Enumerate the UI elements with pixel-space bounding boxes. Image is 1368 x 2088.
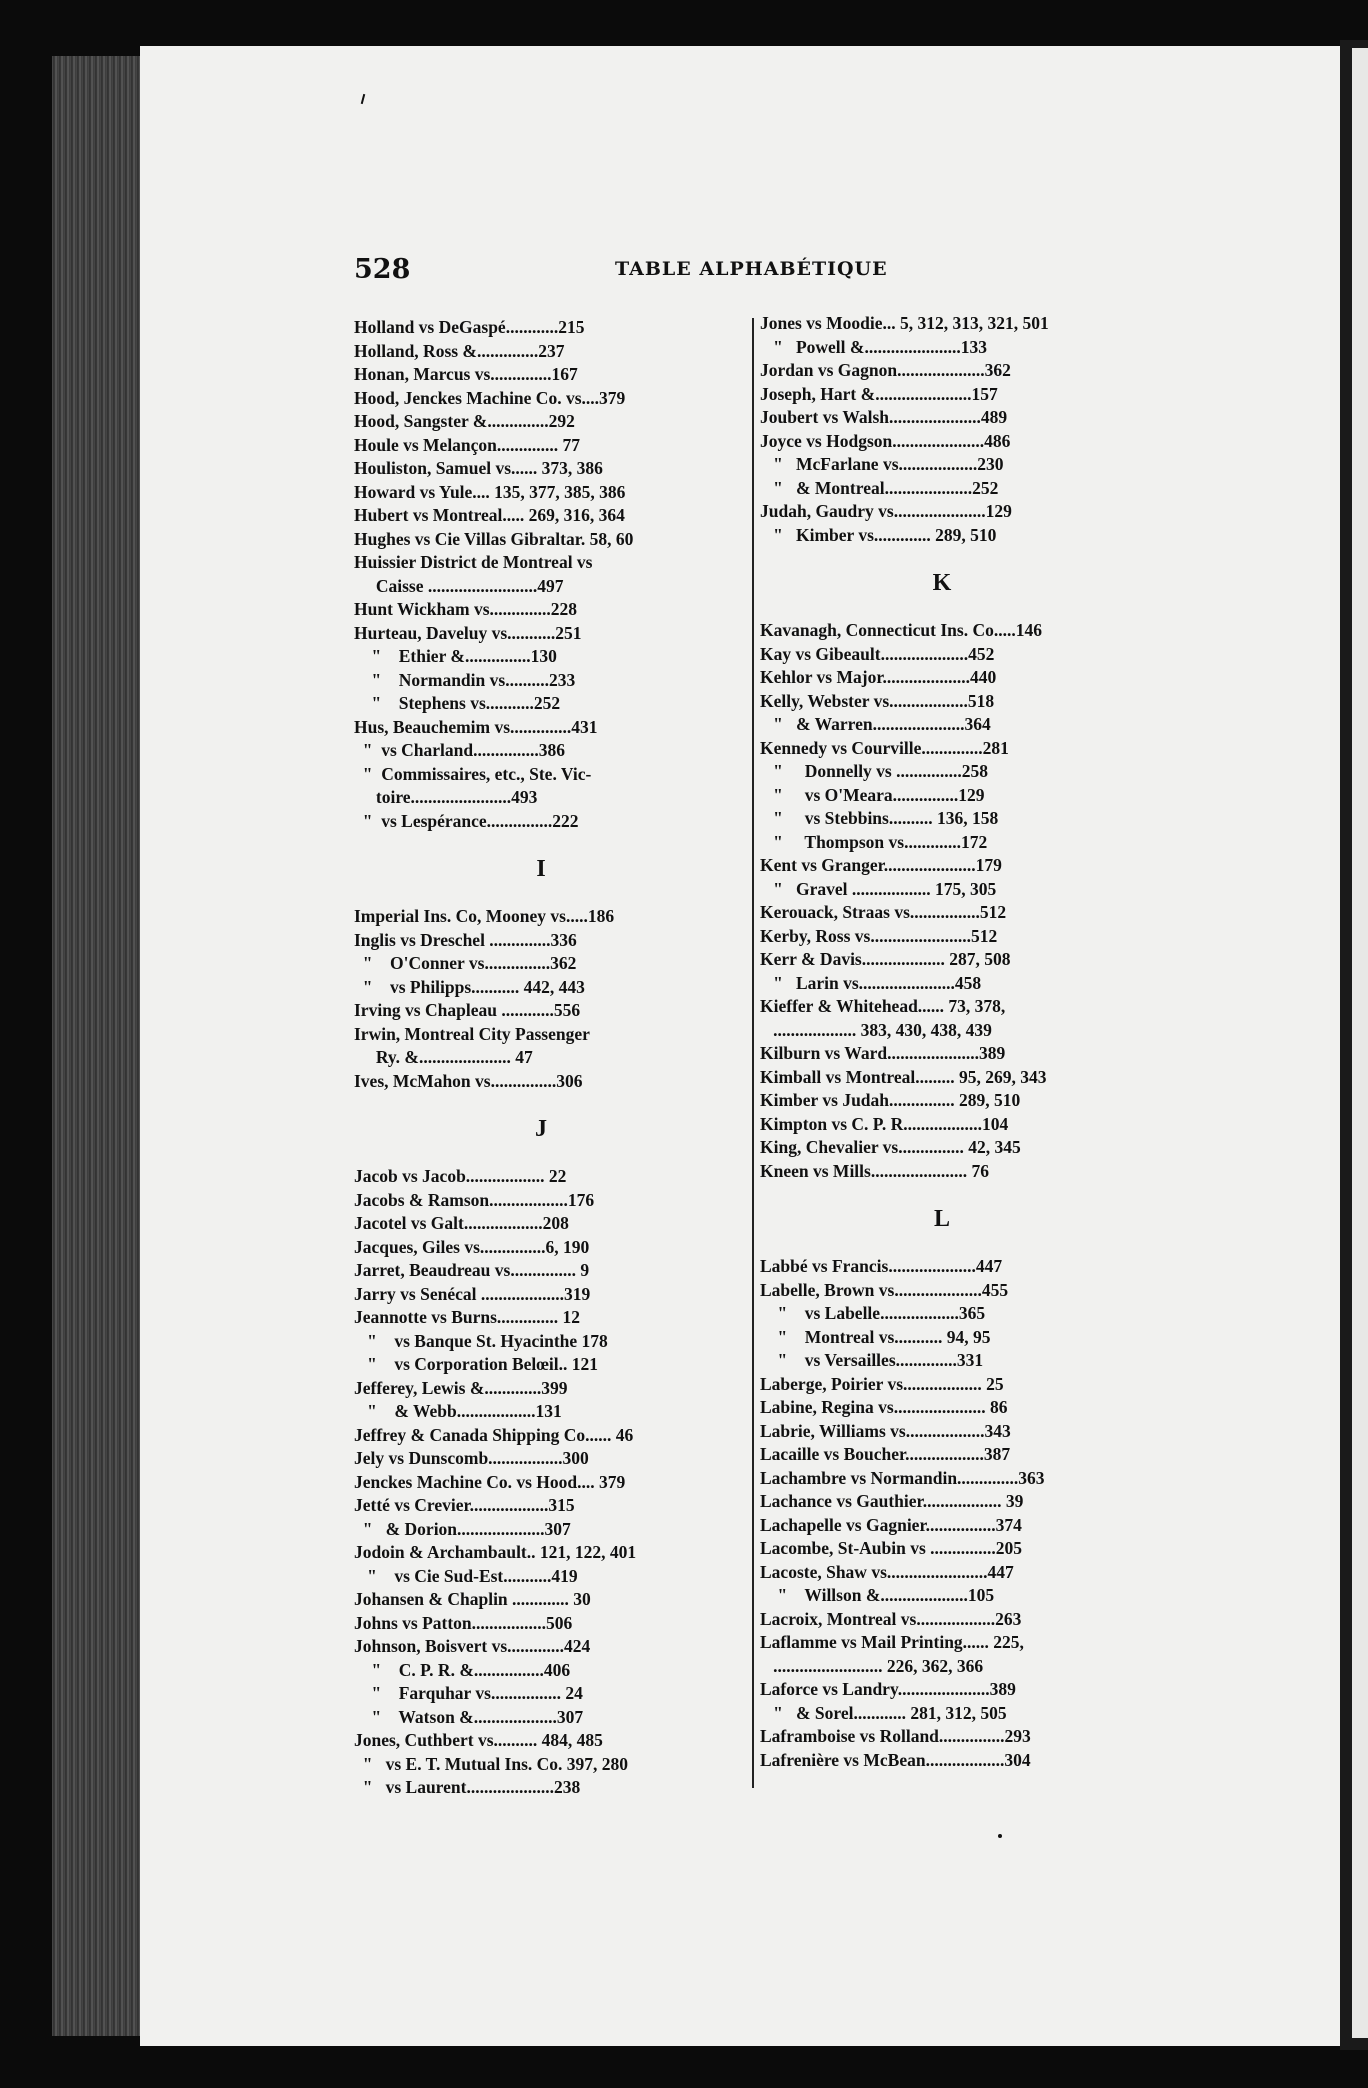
index-entry: " vs O'Meara...............129 xyxy=(760,784,985,805)
index-entry: toire.......................493 xyxy=(354,787,538,807)
index-entry: " McFarlane vs..................230 xyxy=(760,454,1004,474)
index-entry: Jetté vs Crevier..................315 xyxy=(354,1495,575,1515)
index-entry: Jacob vs Jacob.................. 22 xyxy=(354,1166,567,1186)
index-entry: ......................... 226, 362, 366 xyxy=(760,1655,984,1676)
index-block-l xyxy=(760,1255,1124,1772)
index-entry: Hood, Jenckes Machine Co. vs....379 xyxy=(354,387,626,408)
index-entry: Lachambre vs Normandin..............363 xyxy=(760,1467,1045,1488)
index-entry: Kent vs Granger.....................179 xyxy=(760,855,1002,875)
index-entry: " Montreal vs........... 94, 95 xyxy=(760,1326,991,1347)
section-heading-k: K xyxy=(932,570,952,596)
index-entry: Kay vs Gibeault....................452 xyxy=(760,643,995,664)
index-block-h xyxy=(354,316,728,833)
index-entry: Jeannotte vs Burns.............. 12 xyxy=(354,1307,581,1327)
index-entry: Lafrenière vs McBean..................304 xyxy=(760,1749,1031,1770)
index-entry: " Larin vs......................458 xyxy=(760,972,982,993)
index-entry: Jones vs Moodie... 5, 312, 313, 321, 501 xyxy=(760,313,1049,333)
index-entry: " vs Versailles..............331 xyxy=(760,1350,984,1370)
index-entry: King, Chevalier vs............... 42, 345 xyxy=(760,1137,1021,1157)
index-entry: Jeffrey & Canada Shipping Co...... 46 xyxy=(354,1424,634,1445)
index-entry: Imperial Ins. Co, Mooney vs.....186 xyxy=(354,906,615,926)
index-entry: " vs E. T. Mutual Ins. Co. 397, 280 xyxy=(354,1753,629,1774)
index-entry: " vs Lespérance...............222 xyxy=(354,810,579,831)
index-entry: Kimber vs Judah............... 289, 510 xyxy=(760,1090,1021,1110)
index-entry: Jacotel vs Galt..................208 xyxy=(354,1213,569,1233)
index-entry: " O'Conner vs...............362 xyxy=(354,953,577,973)
index-entry: Irwin, Montreal City Passenger xyxy=(354,1023,590,1044)
column-divider xyxy=(752,318,754,1788)
index-entry: Johansen & Chaplin ............. 30 xyxy=(354,1589,591,1609)
index-entry: " Watson &...................307 xyxy=(354,1706,584,1727)
index-entry: " Stephens vs...........252 xyxy=(354,693,561,713)
index-entry: Jely vs Dunscomb.................300 xyxy=(354,1448,589,1468)
index-entry: Laframboise vs Rolland...............293 xyxy=(760,1726,1031,1746)
index-entry: Kehlor vs Major....................440 xyxy=(760,667,997,687)
index-entry: Kerouack, Straas vs................512 xyxy=(760,902,1007,922)
index-entry: Irving vs Chapleau ............556 xyxy=(354,1000,581,1020)
index-entry: Kennedy vs Courville..............281 xyxy=(760,737,1009,758)
index-entry: " vs Charland...............386 xyxy=(354,740,565,760)
index-entry: " & Webb..................131 xyxy=(354,1401,562,1421)
index-entry: Houle vs Melançon.............. 77 xyxy=(354,434,581,455)
index-entry: " Donnelly vs ...............258 xyxy=(760,761,988,781)
index-entry: Lachapelle vs Gagnier................374 xyxy=(760,1514,1022,1535)
index-entry: Kneen vs Mills...................... 76 xyxy=(760,1160,989,1181)
running-title: TABLE ALPHABÉTIQUE xyxy=(615,258,888,280)
index-entry: Kavanagh, Connecticut Ins. Co.....146 xyxy=(760,620,1042,640)
index-entry: Hurteau, Daveluy vs...........251 xyxy=(354,622,582,643)
index-entry: Kerby, Ross vs.......................512 xyxy=(760,925,998,946)
index-entry: Jordan vs Gagnon....................362 xyxy=(760,360,1011,380)
index-entry: Jefferey, Lewis &.............399 xyxy=(354,1377,568,1398)
index-entry: " Commissaires, etc., Ste. Vic- xyxy=(354,763,592,784)
index-entry: " Powell &......................133 xyxy=(760,336,987,357)
index-entry: Caisse .........................497 xyxy=(354,575,564,596)
index-entry: Laflamme vs Mail Printing...... 225, xyxy=(760,1632,1024,1652)
index-entry: " vs Cie Sud-Est...........419 xyxy=(354,1565,578,1586)
index-entry: " C. P. R. &................406 xyxy=(354,1659,571,1680)
index-entry: Jarret, Beaudreau vs............... 9 xyxy=(354,1260,590,1280)
index-entry: Lacombe, St-Aubin vs ...............205 xyxy=(760,1538,1023,1558)
index-entry: Lacaille vs Boucher..................387 xyxy=(760,1444,1011,1464)
index-entry: " vs Stebbins.......... 136, 158 xyxy=(760,808,999,828)
index-entry: Inglis vs Dreschel ..............336 xyxy=(354,929,577,950)
index-block-k xyxy=(760,619,1124,1183)
index-entry: " & Dorion....................307 xyxy=(354,1518,571,1539)
index-block-jo xyxy=(760,312,1124,547)
index-entry: Jodoin & Archambault.. 121, 122, 401 xyxy=(354,1542,637,1562)
book-page-edges xyxy=(52,56,148,2036)
index-entry: " & Montreal....................252 xyxy=(760,477,999,498)
index-entry: Laberge, Poirier vs.................. 25 xyxy=(760,1373,1004,1394)
index-entry: Lachance vs Gauthier.................. 39 xyxy=(760,1491,1024,1511)
index-entry: " Willson &....................105 xyxy=(760,1585,995,1605)
index-entry: Jones, Cuthbert vs.......... 484, 485 xyxy=(354,1730,603,1750)
book-page xyxy=(140,46,1340,2046)
index-entry: " vs Laurent....................238 xyxy=(354,1777,581,1797)
section-heading-i: I xyxy=(536,856,546,882)
index-entry: Holland, Ross &..............237 xyxy=(354,340,565,361)
index-entry: Honan, Marcus vs..............167 xyxy=(354,364,578,384)
index-entry: " vs Philipps........... 442, 443 xyxy=(354,976,585,997)
index-entry: " & Sorel............ 281, 312, 505 xyxy=(760,1702,1007,1723)
index-entry: Jacobs & Ramson..................176 xyxy=(354,1189,595,1210)
index-entry: ................... 383, 430, 438, 439 xyxy=(760,1019,992,1040)
index-entry: Joyce vs Hodgson.....................486 xyxy=(760,430,1011,451)
index-entry: Johnson, Boisvert vs.............424 xyxy=(354,1636,591,1656)
index-block-i xyxy=(354,905,728,1093)
index-entry: Kimpton vs C. P. R..................104 xyxy=(760,1113,1009,1134)
index-entry: Lacroix, Montreal vs..................263 xyxy=(760,1608,1022,1629)
index-entry: Johns vs Patton.................506 xyxy=(354,1612,573,1633)
index-entry: " vs Labelle..................365 xyxy=(760,1303,986,1323)
index-entry: Jacques, Giles vs...............6, 190 xyxy=(354,1236,590,1257)
index-entry: Huissier District de Montreal vs xyxy=(354,552,593,572)
index-entry: Labelle, Brown vs....................455 xyxy=(760,1279,1009,1300)
stray-dot xyxy=(998,1834,1002,1838)
index-entry: Kerr & Davis................... 287, 508 xyxy=(760,949,1011,969)
page-number: 528 xyxy=(354,254,411,285)
index-entry: Ry. &..................... 47 xyxy=(354,1047,533,1067)
index-entry: Hus, Beauchemim vs..............431 xyxy=(354,716,598,737)
section-heading-j: J xyxy=(535,1116,547,1142)
index-entry: Laforce vs Landry.....................389 xyxy=(760,1679,1016,1699)
index-column-left xyxy=(354,316,728,1800)
index-entry: " Ethier &...............130 xyxy=(354,646,557,666)
index-entry: Kieffer & Whitehead...... 73, 378, xyxy=(760,996,1006,1016)
index-entry: " Gravel .................. 175, 305 xyxy=(760,878,997,899)
index-entry: Jarry vs Senécal ...................319 xyxy=(354,1283,591,1304)
index-entry: " Kimber vs............. 289, 510 xyxy=(760,524,997,545)
index-entry: " vs Corporation Belœil.. 121 xyxy=(354,1354,599,1374)
index-entry: Kilburn vs Ward.....................389 xyxy=(760,1043,1006,1063)
index-entry: Labine, Regina vs..................... 86 xyxy=(760,1397,1008,1417)
index-entry: Kimball vs Montreal......... 95, 269, 343 xyxy=(760,1066,1047,1087)
index-entry: " vs Banque St. Hyacinthe 178 xyxy=(354,1330,608,1351)
index-entry: Houliston, Samuel vs...... 373, 386 xyxy=(354,458,603,478)
index-entry: Jenckes Machine Co. vs Hood.... 379 xyxy=(354,1471,626,1492)
index-entry: Hood, Sangster &..............292 xyxy=(354,411,575,431)
index-block-j xyxy=(354,1165,728,1800)
index-entry: Labbé vs Francis....................447 xyxy=(760,1256,1003,1276)
index-entry: Ives, McMahon vs...............306 xyxy=(354,1070,583,1091)
index-entry: Kelly, Webster vs..................518 xyxy=(760,690,995,711)
section-heading-l: L xyxy=(933,1206,950,1232)
index-entry: Judah, Gaudry vs.....................129 xyxy=(760,501,1012,521)
index-entry: Holland vs DeGaspé............215 xyxy=(354,317,585,337)
adjacent-page-strip xyxy=(1352,48,1368,2038)
index-entry: Joubert vs Walsh.....................489 xyxy=(760,407,1008,427)
index-entry: Hubert vs Montreal..... 269, 316, 364 xyxy=(354,505,625,525)
index-entry: Lacoste, Shaw vs.......................447 xyxy=(760,1561,1014,1582)
index-entry: " & Warren.....................364 xyxy=(760,714,991,734)
index-entry: Joseph, Hart &......................157 xyxy=(760,383,998,404)
index-entry: " Thompson vs.............172 xyxy=(760,831,988,852)
index-entry: Hunt Wickham vs..............228 xyxy=(354,599,578,619)
index-column-right xyxy=(760,312,1124,1772)
index-entry: Howard vs Yule.... 135, 377, 385, 386 xyxy=(354,481,626,502)
index-entry: Hughes vs Cie Villas Gibraltar. 58, 60 xyxy=(354,528,634,549)
index-entry: Labrie, Williams vs..................343 xyxy=(760,1420,1011,1441)
index-entry: " Farquhar vs................ 24 xyxy=(354,1683,583,1703)
index-entry: " Normandin vs..........233 xyxy=(354,669,576,690)
